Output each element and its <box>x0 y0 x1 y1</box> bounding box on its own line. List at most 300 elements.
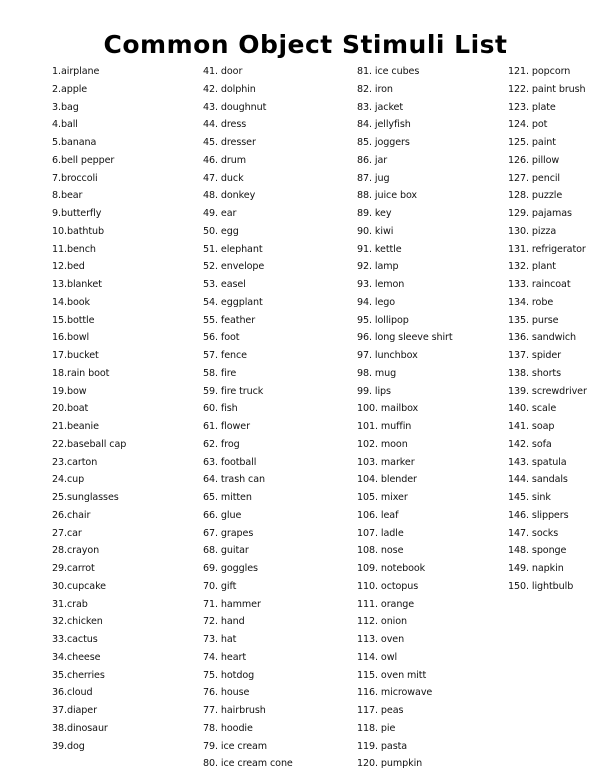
list-item <box>508 258 587 276</box>
item-label: bathtub <box>66 225 105 237</box>
list-item <box>52 631 126 649</box>
item-number: 50 . <box>203 226 221 237</box>
list-item <box>508 81 587 99</box>
item-label: duck <box>220 172 244 184</box>
item-label: pillow <box>531 154 560 166</box>
item-number: 139 . <box>508 386 532 397</box>
list-item <box>203 596 293 614</box>
item-label: broccoli <box>60 172 98 184</box>
list-item <box>357 613 453 631</box>
item-number: 108 . <box>357 545 381 556</box>
list-item <box>203 223 293 241</box>
list-item <box>357 170 453 188</box>
item-number: 111 . <box>357 599 381 610</box>
item-number: 3 . <box>52 102 61 113</box>
list-item <box>52 702 126 720</box>
item-label: paint brush <box>531 83 586 95</box>
list-item <box>357 489 453 507</box>
item-label: dress <box>220 119 247 131</box>
list-item <box>508 578 587 596</box>
item-number: 46 . <box>203 155 221 166</box>
stimuli-column-1 <box>52 63 126 755</box>
list-item <box>203 294 293 312</box>
item-number: 105 . <box>357 492 381 503</box>
item-label: long sleeve shirt <box>374 332 453 344</box>
item-label: peas <box>380 705 404 716</box>
list-item <box>203 63 293 81</box>
item-number: 148 . <box>508 545 532 556</box>
item-label: bell pepper <box>60 154 115 166</box>
item-number: 144 . <box>508 474 532 485</box>
item-number: 63 . <box>203 457 221 468</box>
list-item <box>508 312 587 330</box>
item-label: shorts <box>531 367 561 379</box>
item-label: moon <box>380 438 408 450</box>
list-item <box>52 187 126 205</box>
item-label: drum <box>220 154 246 166</box>
item-label: dresser <box>220 137 256 148</box>
item-label: hand <box>220 616 245 628</box>
list-item <box>52 329 126 347</box>
item-number: 62 . <box>203 439 221 450</box>
list-item <box>508 471 587 489</box>
item-number: 1 . <box>52 66 61 77</box>
list-item <box>203 649 293 667</box>
list-item <box>52 170 126 188</box>
item-number: 21 . <box>52 421 67 432</box>
item-number: 115 . <box>357 670 381 681</box>
item-number: 107 . <box>357 528 381 539</box>
item-label: screwdriver <box>531 385 587 397</box>
list-item <box>508 436 587 454</box>
list-item <box>203 507 293 525</box>
item-label: refrigerator <box>531 243 586 255</box>
item-number: 80 . <box>203 758 221 769</box>
item-label: car <box>66 527 82 539</box>
list-item <box>357 702 453 720</box>
list-item <box>357 738 453 756</box>
item-number: 38 . <box>52 723 67 734</box>
item-number: 57 . <box>203 350 221 361</box>
item-number: 20 . <box>52 403 67 414</box>
list-item <box>357 81 453 99</box>
list-item <box>508 507 587 525</box>
item-number: 97 . <box>357 350 375 361</box>
item-number: 102 . <box>357 439 381 450</box>
item-number: 27 . <box>52 528 67 539</box>
list-item <box>52 613 126 631</box>
item-label: ice cubes <box>374 66 420 77</box>
item-label: dog <box>66 740 85 752</box>
list-item <box>357 383 453 401</box>
item-label: orange <box>380 598 415 610</box>
list-item <box>203 99 293 117</box>
item-label: iron <box>374 83 393 95</box>
item-label: pumpkin <box>380 758 423 770</box>
item-number: 64 . <box>203 474 221 485</box>
item-label: lemon <box>374 279 405 290</box>
item-number: 136 . <box>508 332 532 343</box>
list-item <box>203 613 293 631</box>
item-label: chair <box>66 509 91 521</box>
item-label: paint <box>531 137 556 148</box>
item-label: egg <box>220 225 239 237</box>
item-label: leaf <box>380 509 399 521</box>
list-item <box>357 205 453 223</box>
item-number: 146 . <box>508 510 532 521</box>
item-number: 32 . <box>52 616 67 627</box>
item-number: 121 . <box>508 66 532 77</box>
item-number: 59 . <box>203 386 221 397</box>
item-number: 77 . <box>203 705 221 716</box>
list-item <box>203 755 293 773</box>
item-number: 28 . <box>52 545 67 556</box>
list-item <box>357 134 453 152</box>
item-number: 19 . <box>52 386 67 397</box>
list-item <box>508 294 587 312</box>
item-label: door <box>220 66 243 77</box>
item-label: mug <box>374 367 397 379</box>
item-label: ice cream cone <box>220 758 293 770</box>
item-number: 141 . <box>508 421 532 432</box>
item-number: 29 . <box>52 563 67 574</box>
item-label: pizza <box>531 225 557 237</box>
list-item <box>203 312 293 330</box>
item-label: dolphin <box>220 83 256 95</box>
item-number: 127 . <box>508 173 532 184</box>
item-number: 104 . <box>357 474 381 485</box>
list-item <box>203 383 293 401</box>
item-number: 72 . <box>203 616 221 627</box>
item-label: rain boot <box>66 367 110 379</box>
item-label: popcorn <box>531 66 571 77</box>
list-item <box>357 152 453 170</box>
item-number: 85 . <box>357 137 375 148</box>
item-label: pot <box>531 119 548 131</box>
item-number: 15 . <box>52 315 67 326</box>
item-number: 56 . <box>203 332 221 343</box>
list-item <box>203 116 293 134</box>
list-item <box>357 436 453 454</box>
list-item <box>508 99 587 117</box>
list-item <box>52 63 126 81</box>
item-number: 92 . <box>357 261 375 272</box>
list-item <box>52 596 126 614</box>
item-label: mitten <box>220 492 252 503</box>
item-label: fire truck <box>220 385 264 397</box>
list-item <box>508 276 587 294</box>
list-item <box>52 152 126 170</box>
list-item <box>52 116 126 134</box>
item-number: 89 . <box>357 208 375 219</box>
item-label: diaper <box>66 705 97 716</box>
list-item <box>203 542 293 560</box>
item-number: 55 . <box>203 315 221 326</box>
item-label: hairbrush <box>220 705 266 716</box>
list-item <box>357 596 453 614</box>
list-item <box>203 347 293 365</box>
item-number: 73 . <box>203 634 221 645</box>
item-label: crab <box>66 598 88 610</box>
list-item <box>357 560 453 578</box>
list-item <box>52 436 126 454</box>
item-number: 109 . <box>357 563 381 574</box>
item-number: 100 . <box>357 403 381 414</box>
item-label: hotdog <box>220 669 255 681</box>
list-item <box>52 418 126 436</box>
item-number: 120 . <box>357 758 381 769</box>
item-label: cupcake <box>66 580 106 592</box>
item-number: 93 . <box>357 279 375 290</box>
list-item <box>203 684 293 702</box>
item-label: flower <box>220 421 250 432</box>
item-number: 12 . <box>52 261 67 272</box>
list-item <box>357 507 453 525</box>
item-number: 150 . <box>508 581 532 592</box>
item-number: 33 . <box>52 634 67 645</box>
list-item <box>52 294 126 312</box>
list-item <box>203 258 293 276</box>
item-number: 106 . <box>357 510 381 521</box>
list-item <box>508 152 587 170</box>
list-item <box>357 258 453 276</box>
item-label: jar <box>374 154 388 166</box>
list-item <box>508 418 587 436</box>
item-label: ball <box>60 119 78 131</box>
item-label: bench <box>66 243 96 255</box>
item-label: oven <box>380 634 405 645</box>
item-number: 142 . <box>508 439 532 450</box>
list-item <box>357 347 453 365</box>
item-label: pasta <box>380 740 408 752</box>
item-label: ladle <box>380 527 404 539</box>
item-label: muffin <box>380 421 412 432</box>
item-number: 133 . <box>508 279 532 290</box>
list-item <box>508 347 587 365</box>
list-item <box>52 205 126 223</box>
item-number: 36 . <box>52 687 67 698</box>
item-label: blender <box>380 474 417 486</box>
item-number: 23 . <box>52 457 67 468</box>
item-number: 22 . <box>52 439 67 450</box>
item-number: 79 . <box>203 741 221 752</box>
item-label: goggles <box>220 563 258 574</box>
item-number: 75 . <box>203 670 221 681</box>
item-label: microwave <box>380 687 433 699</box>
item-label: lightbulb <box>531 580 574 592</box>
item-label: fish <box>220 403 238 415</box>
list-item <box>203 241 293 259</box>
item-label: book <box>66 296 90 308</box>
item-label: bed <box>66 261 85 273</box>
list-item <box>52 667 126 685</box>
list-item <box>203 525 293 543</box>
list-item <box>357 418 453 436</box>
list-item <box>203 187 293 205</box>
item-number: 66 . <box>203 510 221 521</box>
item-label: beanie <box>66 421 99 432</box>
item-label: octopus <box>380 580 419 592</box>
item-label: lips <box>374 385 391 397</box>
item-number: 54 . <box>203 297 221 308</box>
item-label: doughnut <box>220 101 267 113</box>
list-item <box>357 223 453 241</box>
item-number: 113 . <box>357 634 381 645</box>
item-number: 149 . <box>508 563 532 574</box>
item-label: frog <box>220 438 240 450</box>
item-label: pie <box>380 722 396 734</box>
item-label: football <box>220 456 257 468</box>
item-label: lamp <box>374 261 399 273</box>
list-item <box>203 329 293 347</box>
item-number: 41 . <box>203 66 221 77</box>
list-item <box>203 170 293 188</box>
item-label: blanket <box>66 279 102 290</box>
item-label: jacket <box>374 101 404 113</box>
item-number: 4 . <box>52 119 61 130</box>
list-item <box>508 63 587 81</box>
item-number: 31 . <box>52 599 67 610</box>
item-number: 11 . <box>52 244 67 255</box>
item-label: jug <box>374 172 390 184</box>
list-item <box>52 81 126 99</box>
item-label: raincoat <box>531 279 571 290</box>
item-number: 10 . <box>52 226 67 237</box>
list-item <box>357 365 453 383</box>
item-label: bear <box>60 190 83 202</box>
item-label: slippers <box>531 509 569 521</box>
item-label: gift <box>220 580 237 592</box>
item-number: 134 . <box>508 297 532 308</box>
list-item <box>203 471 293 489</box>
list-item <box>203 418 293 436</box>
item-label: bucket <box>66 350 99 361</box>
list-item <box>357 99 453 117</box>
item-number: 145 . <box>508 492 532 503</box>
item-number: 2 . <box>52 84 61 95</box>
item-label: elephant <box>220 243 263 255</box>
item-number: 94 . <box>357 297 375 308</box>
item-number: 30 . <box>52 581 67 592</box>
item-number: 18 . <box>52 368 67 379</box>
item-label: butterfly <box>60 208 102 219</box>
item-number: 78 . <box>203 723 221 734</box>
item-number: 129 . <box>508 208 532 219</box>
list-item <box>203 205 293 223</box>
list-item <box>203 738 293 756</box>
item-label: lollipop <box>374 314 409 326</box>
item-number: 119 . <box>357 741 381 752</box>
item-label: ice cream <box>220 740 268 752</box>
item-label: sandals <box>531 474 568 486</box>
item-number: 126 . <box>508 155 532 166</box>
list-item <box>357 755 453 773</box>
item-label: heart <box>220 651 246 663</box>
item-label: sandwich <box>531 332 577 344</box>
stimuli-column-3 <box>357 63 453 773</box>
item-number: 74 . <box>203 652 221 663</box>
item-label: nose <box>380 545 404 557</box>
page-title: Common Object Stimuli List <box>103 30 508 59</box>
item-number: 88 . <box>357 190 375 201</box>
list-item <box>52 560 126 578</box>
item-label: cloud <box>66 687 93 699</box>
item-label: notebook <box>380 563 426 574</box>
item-number: 128 . <box>508 190 532 201</box>
item-number: 76 . <box>203 687 221 698</box>
list-item <box>52 684 126 702</box>
item-number: 25 . <box>52 492 67 503</box>
item-number: 83 . <box>357 102 375 113</box>
item-label: fence <box>220 350 247 361</box>
item-number: 58 . <box>203 368 221 379</box>
list-item <box>52 738 126 756</box>
item-label: apple <box>60 83 88 95</box>
item-number: 17 . <box>52 350 67 361</box>
item-number: 112 . <box>357 616 381 627</box>
item-label: soap <box>531 421 555 432</box>
item-label: puzzle <box>531 190 563 202</box>
item-number: 91 . <box>357 244 375 255</box>
list-item <box>508 170 587 188</box>
list-item <box>203 720 293 738</box>
list-item <box>52 507 126 525</box>
item-number: 42 . <box>203 84 221 95</box>
item-number: 34 . <box>52 652 67 663</box>
item-label: napkin <box>531 563 564 574</box>
item-label: robe <box>531 296 554 308</box>
item-number: 37 . <box>52 705 67 716</box>
item-label: hammer <box>220 598 261 610</box>
item-number: 95 . <box>357 315 375 326</box>
item-label: mailbox <box>380 403 419 415</box>
list-item <box>357 720 453 738</box>
item-number: 7 . <box>52 173 61 184</box>
item-number: 132 . <box>508 261 532 272</box>
list-item <box>203 436 293 454</box>
item-number: 125 . <box>508 137 532 148</box>
item-number: 123 . <box>508 102 532 113</box>
list-item <box>357 116 453 134</box>
item-number: 131 . <box>508 244 532 255</box>
item-label: pencil <box>531 172 561 184</box>
item-number: 49 . <box>203 208 221 219</box>
item-number: 6 . <box>52 155 61 166</box>
list-item <box>357 471 453 489</box>
list-item <box>203 454 293 472</box>
list-item <box>52 525 126 543</box>
list-item <box>52 99 126 117</box>
item-number: 114 . <box>357 652 381 663</box>
list-item <box>357 241 453 259</box>
item-number: 101 . <box>357 421 381 432</box>
list-item <box>357 454 453 472</box>
list-item <box>203 560 293 578</box>
item-number: 43 . <box>203 102 221 113</box>
item-label: pajamas <box>531 208 572 219</box>
list-item <box>508 454 587 472</box>
list-item <box>508 134 587 152</box>
list-item <box>203 631 293 649</box>
item-label: owl <box>380 651 398 663</box>
item-number: 16 . <box>52 332 67 343</box>
item-number: 61 . <box>203 421 221 432</box>
item-label: lunchbox <box>374 350 418 361</box>
item-label: onion <box>380 616 407 628</box>
item-label: eggplant <box>220 296 263 308</box>
item-label: plant <box>531 261 556 273</box>
item-number: 14 . <box>52 297 67 308</box>
